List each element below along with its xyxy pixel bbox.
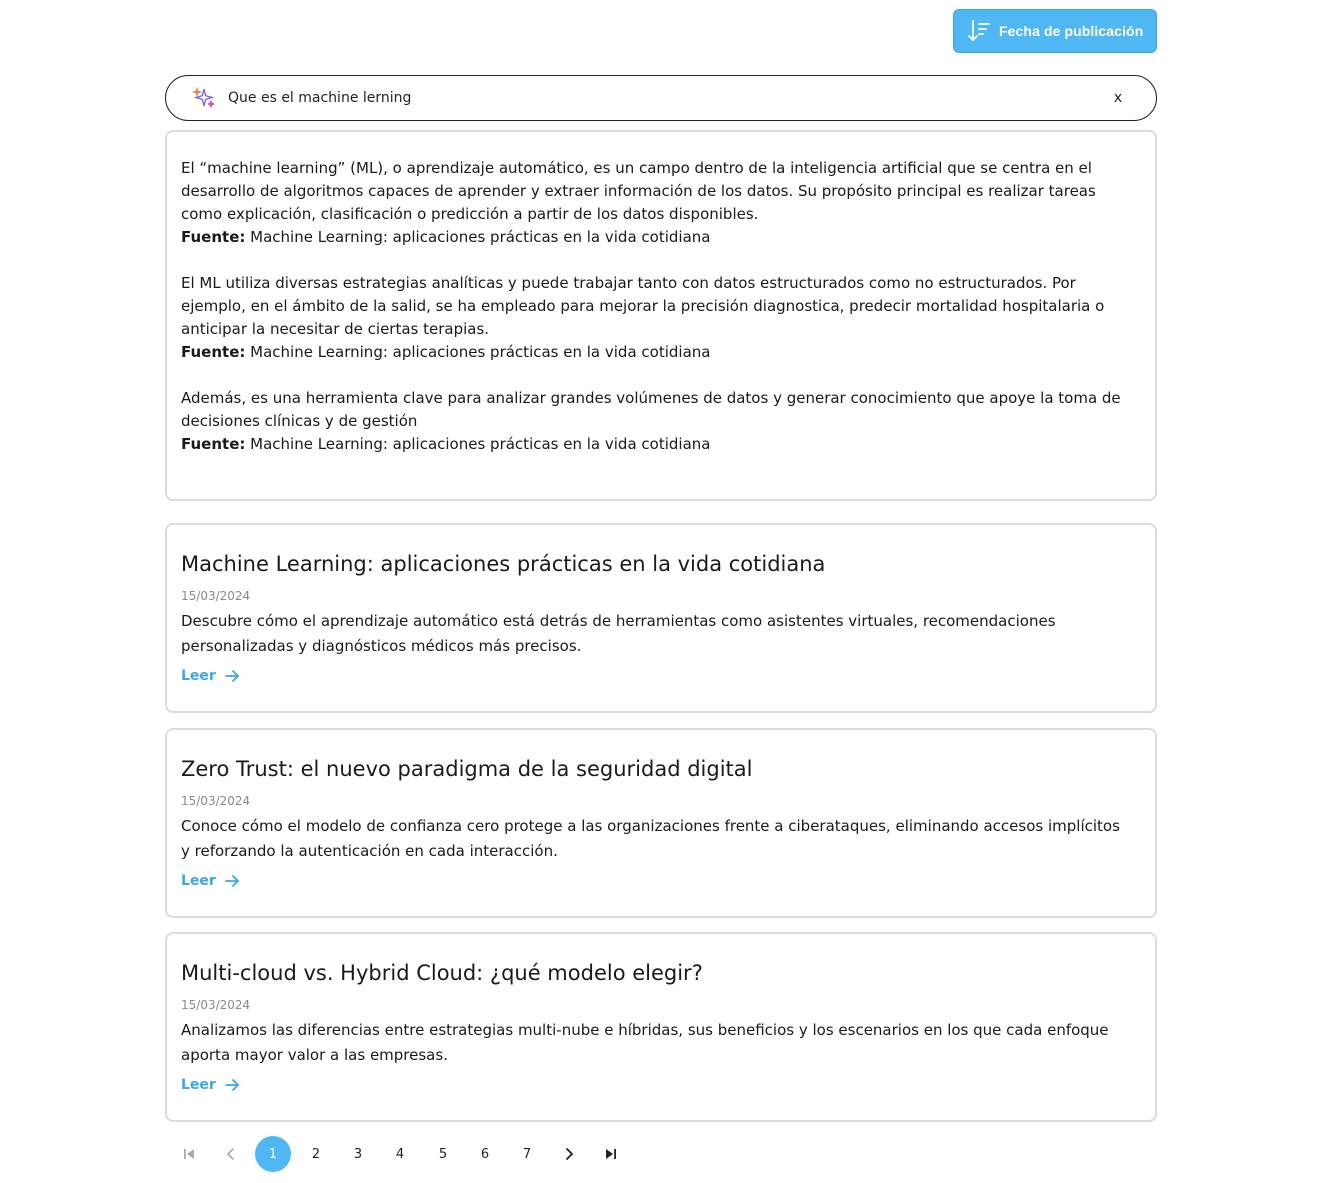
article-card [165, 523, 1157, 713]
source-title: Machine Learning: aplicaciones prácticas en la vida cotidiana [250, 435, 711, 453]
article-title: Zero Trust: el nuevo paradigma de la seguridad digital [181, 757, 753, 781]
page-button-7[interactable]: 7 [522, 1146, 532, 1162]
search-query-text[interactable]: Que es el machine lerning [228, 90, 412, 106]
page-button-5[interactable]: 5 [438, 1146, 448, 1162]
ai-answer-panel [165, 130, 1157, 501]
source-label: Fuente: [181, 435, 246, 453]
article-description: Descubre cómo el aprendizaje automático está detrás de herramientas como asistentes virtuales, recomendaciones personalizadas y diagnósticos médicos más precisos. [181, 612, 1056, 655]
article-title: Machine Learning: aplicaciones prácticas en la vida cotidiana [181, 552, 826, 576]
answer-paragraph [181, 157, 1141, 249]
sort-descending-icon [967, 19, 991, 43]
page-button-2[interactable]: 2 [311, 1146, 321, 1162]
article-date: 15/03/2024 [181, 589, 251, 603]
article-title: Multi-cloud vs. Hybrid Cloud: ¿qué modelo elegir? [181, 961, 703, 985]
last-page-icon [604, 1147, 618, 1161]
answer-paragraph [181, 272, 1141, 364]
previous-page-button[interactable] [213, 1136, 249, 1172]
source-label: Fuente: [181, 228, 246, 246]
chevron-left-icon [224, 1147, 238, 1161]
article-card [165, 932, 1157, 1122]
article-card [165, 728, 1157, 918]
ai-search-bar[interactable] [165, 75, 1157, 121]
clear-search-button[interactable]: x [1113, 90, 1123, 106]
ai-sparkle-icon [192, 86, 216, 110]
read-link-label: Leer [181, 668, 216, 684]
article-date: 15/03/2024 [181, 998, 251, 1012]
next-page-button[interactable] [551, 1136, 587, 1172]
source-title: Machine Learning: aplicaciones prácticas en la vida cotidiana [250, 228, 711, 246]
page-button-6[interactable]: 6 [480, 1146, 490, 1162]
page-button-4[interactable]: 4 [395, 1146, 405, 1162]
article-date: 15/03/2024 [181, 794, 251, 808]
read-article-link[interactable] [181, 668, 240, 684]
read-link-label: Leer [181, 873, 216, 889]
answer-text: Además, es una herramienta clave para analizar grandes volúmenes de datos y generar conocimiento que apoye la toma de decisiones clínicas y de gestión [181, 389, 1121, 430]
first-page-button[interactable] [171, 1136, 207, 1172]
answer-text: El ML utiliza diversas estrategias analíticas y puede trabajar tanto con datos estructurados como no estructurados. Por ejemplo, en el ámbito de la salid, se ha empleado para mejorar la precisión diagnostica, predecir mortalidad hospitalaria o anticipar la necesitar de ciertas terapias. [181, 274, 1105, 338]
sort-button-label: Fecha de publicación [999, 23, 1144, 39]
source-title: Machine Learning: aplicaciones prácticas en la vida cotidiana [250, 343, 711, 361]
chevron-right-icon [562, 1147, 576, 1161]
read-link-label: Leer [181, 1077, 216, 1093]
arrow-right-icon [224, 668, 240, 684]
page-button-1[interactable]: 1 [255, 1136, 291, 1172]
pagination [165, 1136, 1157, 1176]
read-article-link[interactable] [181, 1077, 240, 1093]
source-label: Fuente: [181, 343, 246, 361]
last-page-button[interactable] [593, 1136, 629, 1172]
sort-by-date-button[interactable] [953, 9, 1157, 53]
article-description: Analizamos las diferencias entre estrategias multi-nube e híbridas, sus beneficios y los escenarios en los que cada enfoque aporta mayor valor a las empresas. [181, 1021, 1109, 1064]
page-button-3[interactable]: 3 [353, 1146, 363, 1162]
answer-paragraph [181, 387, 1141, 456]
answer-text: El “machine learning” (ML), o aprendizaje automático, es un campo dentro de la inteligencia artificial que se centra en el desarrollo de algoritmos capaces de aprender y extraer información de los datos. Su propósito principal es realizar tareas como explicación, clasificación o predicción a partir de los datos disponibles. [181, 159, 1096, 223]
arrow-right-icon [224, 1077, 240, 1093]
article-description: Conoce cómo el modelo de confianza cero protege a las organizaciones frente a ciberataques, eliminando accesos implícitos y reforzando la autenticación en cada interacción. [181, 817, 1120, 860]
read-article-link[interactable] [181, 873, 240, 889]
first-page-icon [182, 1147, 196, 1161]
arrow-right-icon [224, 873, 240, 889]
